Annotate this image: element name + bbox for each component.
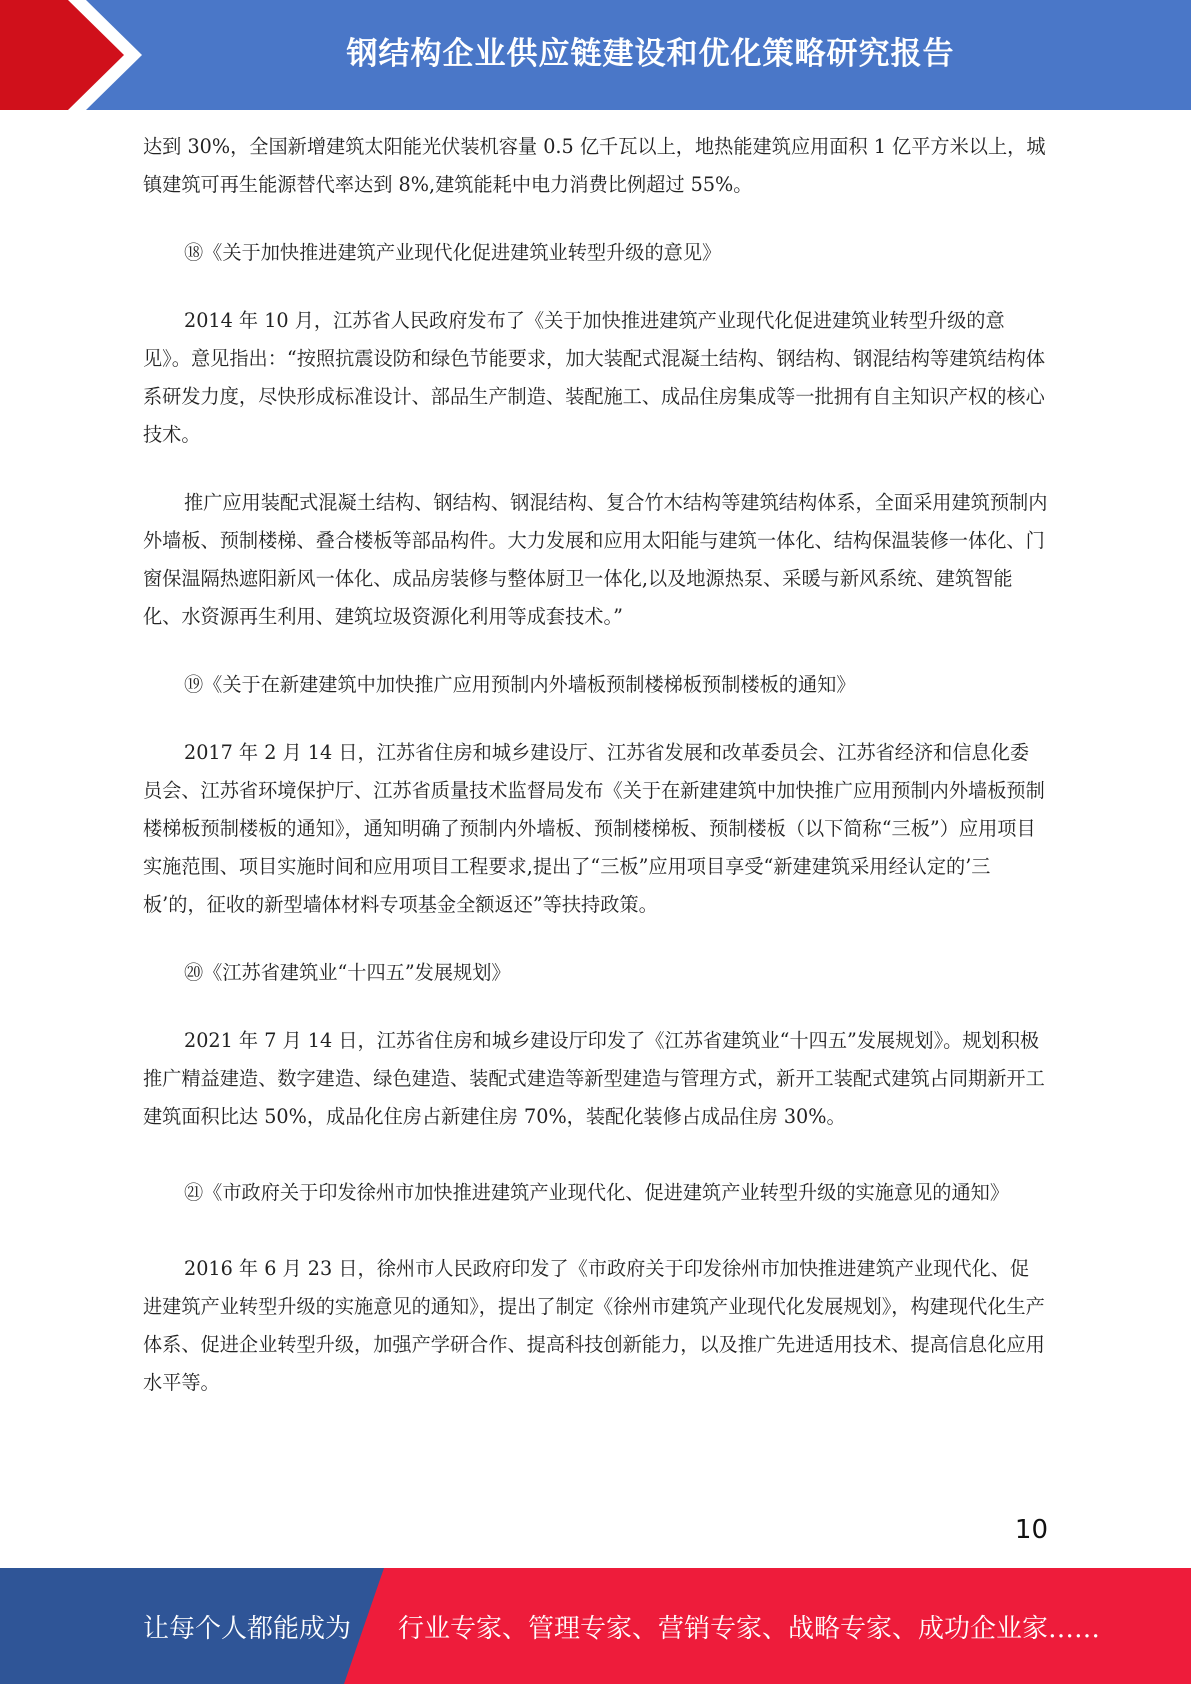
item-18-title: ⑱《关于加快推进建筑产业现代化促进建筑业转型升级的意见》 — [184, 241, 722, 264]
page-footer — [0, 1568, 1191, 1684]
paragraph: 2016 年 6 月 23 日，徐州市人民政府印发了《市政府关于印发徐州市加快推进建筑产业现代化、促进建筑产业转型升级的实施意见的通知》，提出了制定《徐州市建筑产业现代化发展规划》，构建现代化生产体系、促进企业转型升级，加强产学研合作、提高科技创新能力，以及推广先进适用技术、提高信息化应用水平等。 — [143, 1257, 1045, 1394]
page-number: 10 — [1014, 1515, 1048, 1545]
item-21-title: ㉑《市政府关于印发徐州市加快推进建筑产业现代化、促进建筑产业转型升级的实施意见的通知》 — [184, 1181, 1010, 1204]
page-header — [0, 0, 1191, 110]
paragraph: 2014 年 10 月，江苏省人民政府发布了《关于加快推进建筑产业现代化促进建筑业转型升级的意见》。意见指出：“按照抗震设防和绿色节能要求，加大装配式混凝土结构、钢结构、钢混结构等建筑结构体系研发力度，尽快形成标准设计、部品生产制造、装配施工、成品住房集成等一批拥有自主知识产权的核心技术。 — [143, 309, 1046, 446]
footer-slogan-left: 让每个人都能成为 — [143, 1613, 352, 1644]
footer-slogan-right: 行业专家、管理专家、营销专家、战略专家、成功企业家…… — [398, 1613, 1101, 1644]
paragraph: 达到 30%，全国新增建筑太阳能光伏装机容量 0.5 亿千瓦以上，地热能建筑应用面积 1 亿平方米以上，城镇建筑可再生能源替代率达到 8%,建筑能耗中电力消费比例超过 55%。 — [143, 135, 1046, 196]
paragraph: 推广应用装配式混凝土结构、钢结构、钢混结构、复合竹木结构等建筑结构体系，全面采用建筑预制内外墙板、预制楼梯、叠合楼板等部品构件。大力发展和应用太阳能与建筑一体化、结构保温装修一体化、门窗保温隔热遮阳新风一体化、成品房装修与整体厨卫一体化,以及地源热泵、采暖与新风系统、建筑智能化、水资源再生利用、建筑垃圾资源化利用等成套技术。” — [143, 491, 1048, 628]
paragraph: 2021 年 7 月 14 日，江苏省住房和城乡建设厅印发了《江苏省建筑业“十四五”发展规划》。规划积极推广精益建造、数字建造、绿色建造、装配式建造等新型建造与管理方式，新开工装配式建筑占同期新开工建筑面积比达 50%，成品化住房占新建住房 70%，装配化装修占成品住房 30%。 — [143, 1029, 1045, 1128]
item-19-title: ⑲《关于在新建建筑中加快推广应用预制内外墙板预制楼梯板预制楼板的通知》 — [184, 673, 856, 696]
report-title: 钢结构企业供应链建设和优化策略研究报告 — [346, 35, 955, 72]
item-20-title: ⑳《江苏省建筑业“十四五”发展规划》 — [184, 961, 511, 984]
document-body — [143, 128, 1048, 1402]
header-red-chevron — [0, 0, 150, 110]
paragraph: 2017 年 2 月 14 日，江苏省住房和城乡建设厅、江苏省发展和改革委员会、江苏省经济和信息化委员会、江苏省环境保护厅、江苏省质量技术监督局发布《关于在新建建筑中加快推广应用预制内外墙板预制楼梯板预制楼板的通知》，通知明确了预制内外墙板、预制楼梯板、预制楼板（以下简称“三板”）应用项目实施范围、项目实施时间和应用项目工程要求,提出了“三板”应用项目享受“新建建筑采用经认定的’三板’的，征收的新型墙体材料专项基金全额返还”等扶持政策。 — [143, 741, 1045, 916]
